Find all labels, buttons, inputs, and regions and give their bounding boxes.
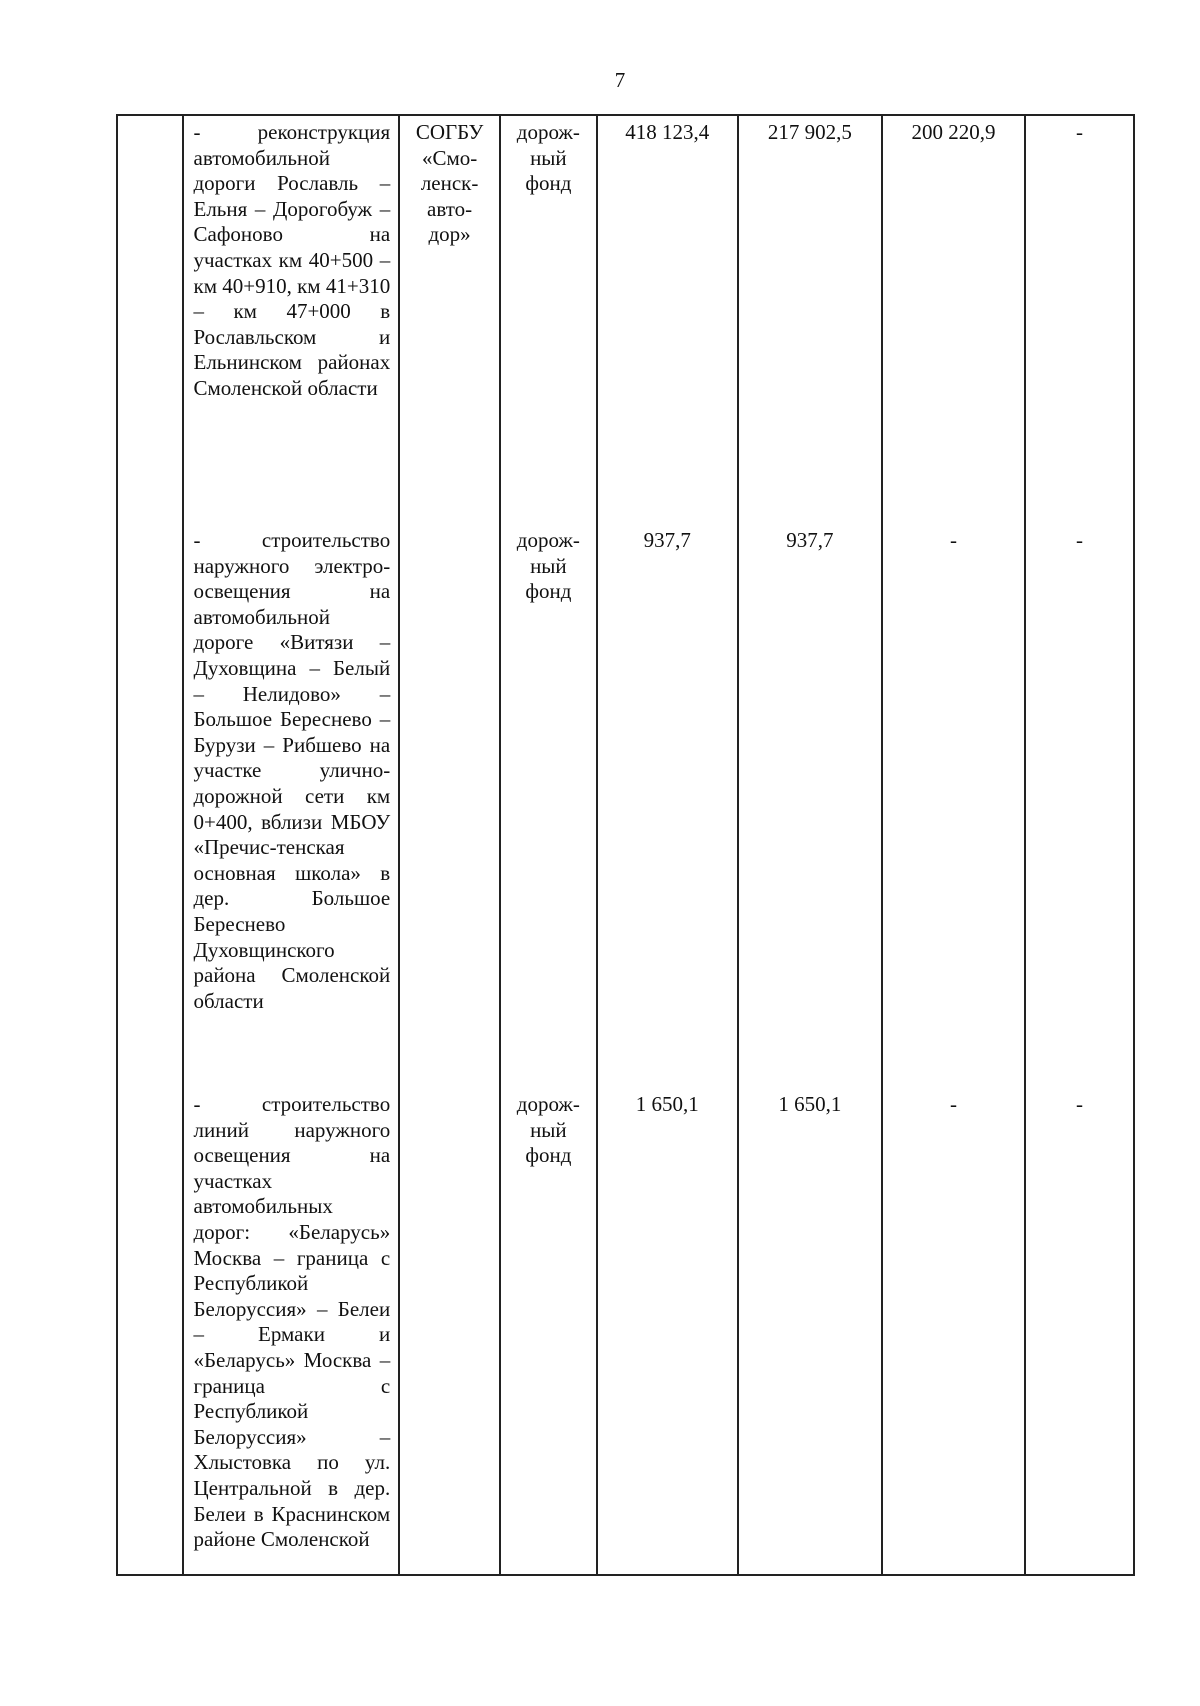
total-amount: 418 123,4 [625,120,710,144]
row-number-cell [117,115,183,1575]
total-amount-cell [597,115,738,1575]
funding-source: дорож- [516,120,580,144]
executor-line: «Смо- [421,145,478,170]
funding-source-cell [500,115,597,1575]
total-amount: 937,7 [643,528,691,552]
funding-source: ный [530,145,567,170]
year2-amount-cell [882,115,1025,1575]
funding-source: ный [530,553,567,578]
funding-source: фонд [525,171,572,196]
executor-line: ленск- [420,171,479,196]
budget-table [116,114,1135,1576]
event-name: - строительство линий наружного освещения на участках автомобильных дорог: «Беларусь» Москва – граница с Республикой Белоруссия» – Белеи – Ермаки и «Беларусь» Москва – граница с Республикой Белоруссия» – Хлыстовка по ул. Центральной в дер. Белеи в Краснинском районе Смоленской [193,1092,391,1552]
funding-source: дорож- [516,528,580,552]
year1-amount: 1 650,1 [778,1092,842,1116]
year2-amount: - [950,1092,958,1116]
year3-amount: - [1076,528,1084,552]
total-amount: 1 650,1 [635,1092,699,1116]
executor-cell [399,115,500,1575]
funding-source: ный [530,1117,567,1142]
year1-amount-cell [738,115,882,1575]
year3-amount-cell [1025,115,1134,1575]
funding-source: дорож- [516,1092,580,1116]
executor-line: СОГБУ [415,120,484,144]
year2-amount: 200 220,9 [911,120,996,144]
event-name: - реконструкция автомобильной дороги Рославль – Ельня – Дорогобуж – Сафоново на участках км 40+500 – км 40+910, км 41+310 – км 47+000 в Рославльском и Ельнинском районах Смоленской области [193,120,391,400]
table-row [117,115,1134,1575]
year1-amount: 217 902,5 [767,120,852,144]
executor-line: дор» [428,222,471,247]
year1-amount: 937,7 [786,528,834,552]
event-name: - строительство наружного электро-освещения на автомобильной дороге «Витязи – Духовщина – Белый – Нелидово» – Большое Береснево – Бурузи – Рибшево на участке улично-дорожной сети км 0+400, вблизи МБОУ «Пречис-тенская основная школа» в дер. Большое Береснево Духовщинского района Смоленской области [193,528,391,1013]
event-name-cell [183,115,400,1575]
year3-amount: - [1076,120,1084,144]
funding-source: фонд [525,1143,572,1168]
executor-line: авто- [427,196,473,221]
funding-source: фонд [525,579,572,604]
year3-amount: - [1076,1092,1084,1116]
page-number: 7 [614,68,626,92]
year2-amount: - [950,528,958,552]
